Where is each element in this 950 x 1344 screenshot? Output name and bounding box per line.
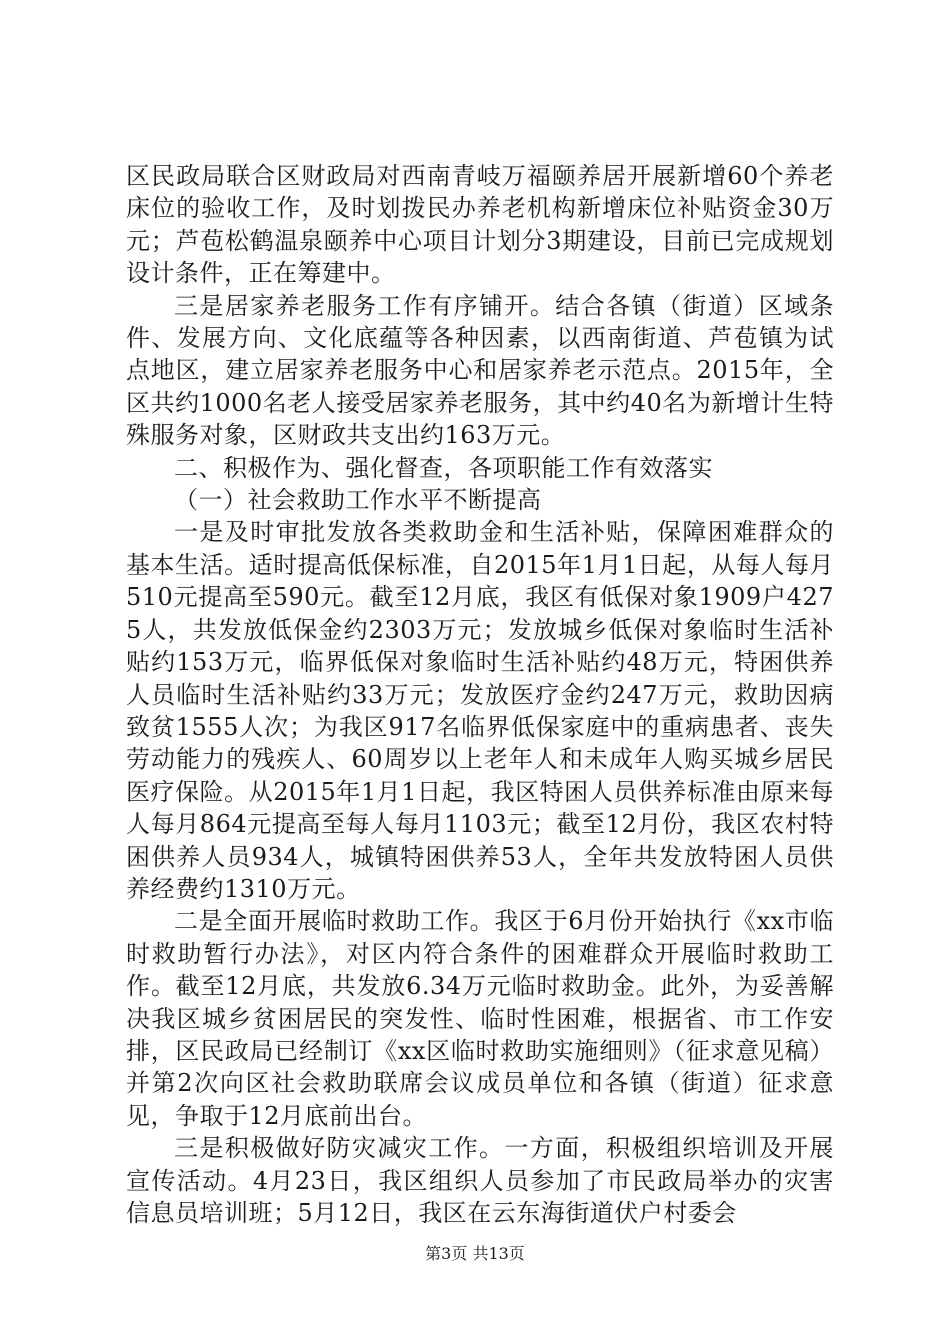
subsection-heading: （一）社会救助工作水平不断提高 bbox=[174, 486, 542, 515]
document-body bbox=[126, 160, 834, 1229]
paragraph: 三是积极做好防灾减灾工作。一方面，积极组织培训及开展宣传活动。4月23日，我区组织人员参加了市民政局举办的灾害信息员培训班；5月12日，我区在云东海街道伏户村委会 bbox=[126, 1134, 834, 1227]
paragraph: 一是及时审批发放各类救助金和生活补贴，保障困难群众的基本生活。适时提高低保标准，自2015年1月1日起，从每人每月510元提高至590元。截至12月底，我区有低保对象1909户4275人，共发放低保金约2303万元；发放城乡低保对象临时生活补贴约153万元，临界低保对象临时生活补贴约48万元，特困供养人员临时生活补贴约33万元；发放医疗金约247万元，救助因病致贫1555人次；为我区917名临界低保家庭中的重病患者、丧失劳动能力的残疾人、60周岁以上老年人和未成年人购买城乡居民医疗保险。从2015年1月1日起，我区特困人员供养标准由原来每人每月864元提高至每人每月1103元；截至12月份，我区农村特困供养人员934人，城镇特困供养53人，全年共发放特困人员供养经费约1310万元。 bbox=[126, 518, 834, 903]
paragraph: 三是居家养老服务工作有序铺开。结合各镇（街道）区域条件、发展方向、文化底蕴等各种因素，以西南街道、芦苞镇为试点地区，建立居家养老服务中心和居家养老示范点。2015年，全区共约1000名老人接受居家养老服务，其中约40名为新增计生特殊服务对象，区财政共支出约163万元。 bbox=[126, 291, 834, 450]
page-number-footer: 第3页 共13页 bbox=[425, 1244, 525, 1263]
paragraph: 二是全面开展临时救助工作。我区于6月份开始执行《xx市临时救助暂行办法》，对区内符合条件的困难群众开展临时救助工作。截至12月底，共发放6.34万元临时救助金。此外，为妥善解决我区城乡贫困居民的突发性、临时性困难，根据省、市工作安排，区民政局已经制订《xx区临时救助实施细则》（征求意见稿）并第2次向区社会救助联席会议成员单位和各镇（街道）征求意见，争取于12月底前出台。 bbox=[126, 907, 834, 1130]
section-heading: 二、积极作为、强化督查，各项职能工作有效落实 bbox=[174, 453, 713, 482]
paragraph: 区民政局联合区财政局对西南青岐万福颐养居开展新增60个养老床位的验收工作，及时划拨民办养老机构新增床位补贴资金30万元；芦苞松鹤温泉颐养中心项目计划分3期建设，目前已完成规划设计条件，正在筹建中。 bbox=[126, 162, 834, 288]
